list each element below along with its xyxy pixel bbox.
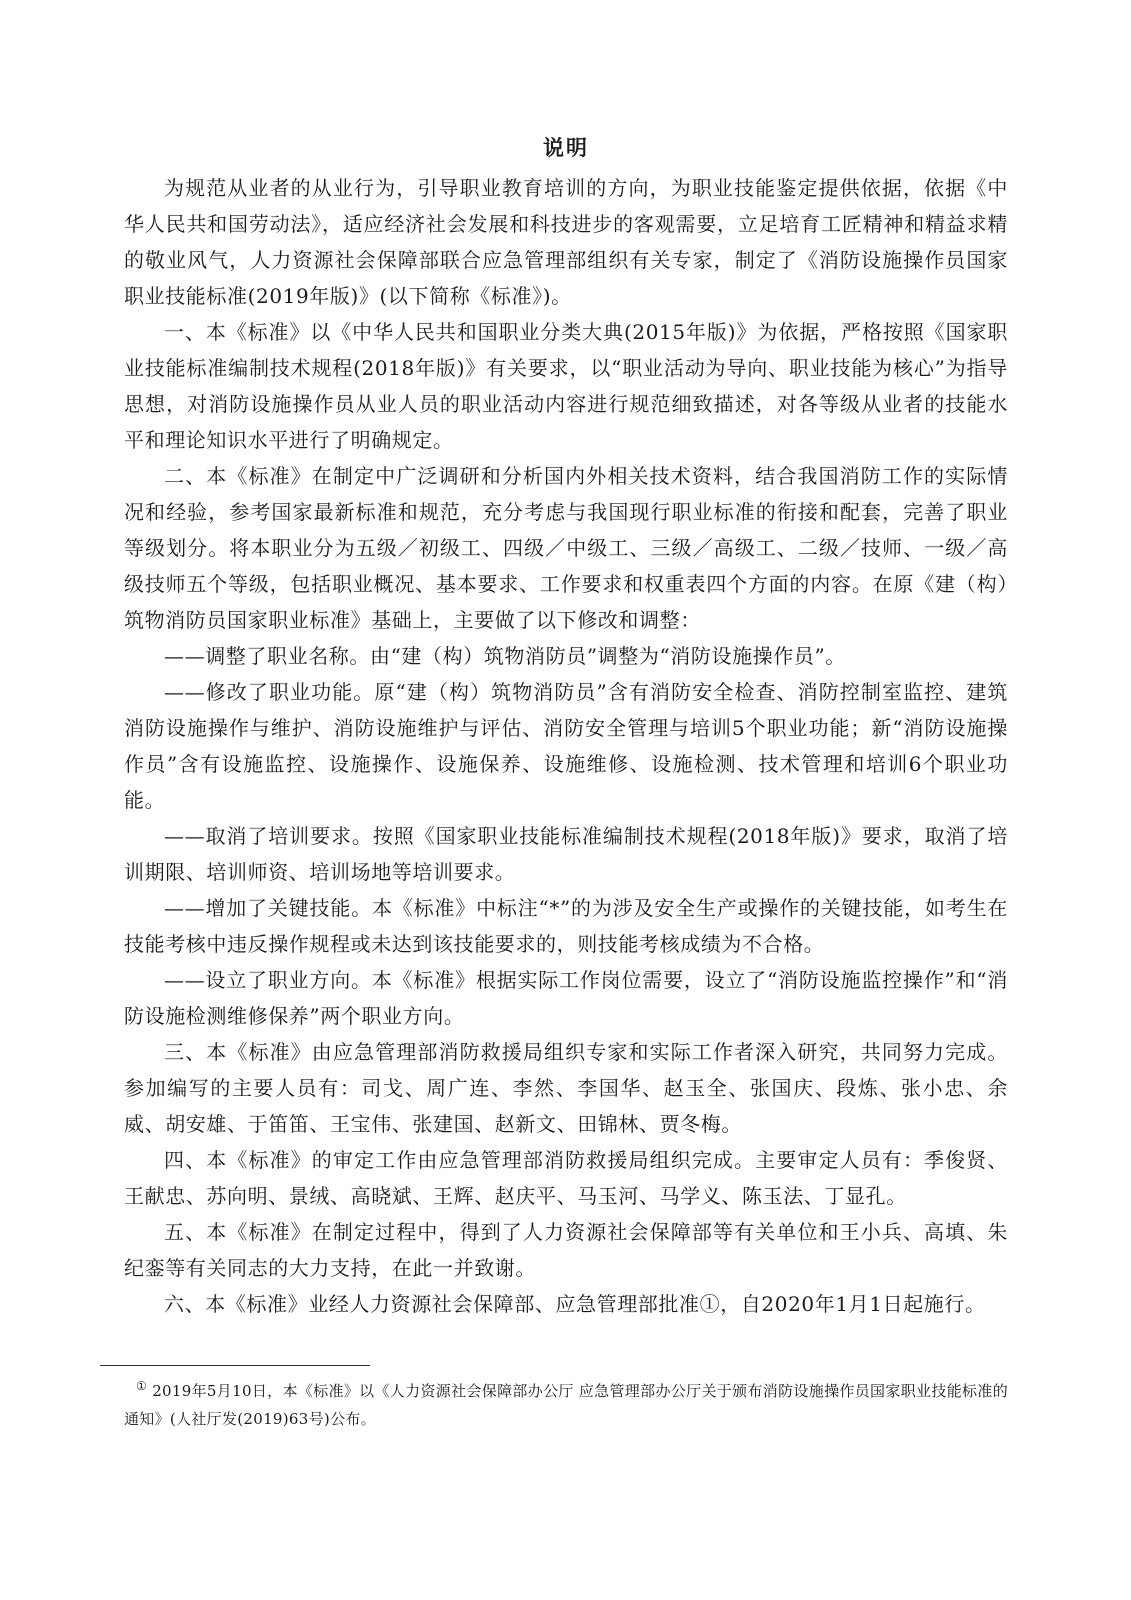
paragraph-text: ，自2020年1月1日起施行。 [720, 1292, 986, 1316]
paragraph: 五、本《标准》在制定过程中，得到了人力资源社会保障部等有关单位和王小兵、高填、朱纪銮等有关同志的大力支持，在此一并致谢。 [124, 1220, 1008, 1280]
paragraph: ——设立了职业方向。本《标准》根据实际工作岗位需要，设立了“消防设施监控操作”和“消防设施检测维修保养”两个职业方向。 [124, 968, 1008, 1028]
footnote-reference-mark: ① [699, 1292, 721, 1316]
footnote-mark: ① [136, 1379, 148, 1393]
paragraph: ——增加了关键技能。本《标准》中标注“*”的为涉及安全生产或操作的关键技能，如考生在技能考核中违反操作规程或未达到该技能要求的，则技能考核成绩为不合格。 [124, 896, 1008, 956]
paragraph: 一、本《标准》以《中华人民共和国职业分类大典(2015年版)》为依据，严格按照《国家职业技能标准编制技术规程(2018年版)》有关要求，以“职业活动为导向、职业技能为核心”为指导思想，对消防设施操作员从业人员的职业活动内容进行规范细致描述，对各等级从业者的技能水平和理论知识水平进行了明确规定。 [124, 320, 1008, 452]
body-paragraphs [124, 170, 1008, 1286]
paragraph-text: 六、本《标准》业经人力资源社会保障部、应急管理部批准 [164, 1292, 700, 1316]
footnote-text: 2019年5月10日，本《标准》以《人力资源社会保障部办公厅 应急管理部办公厅关于颁布消防设施操作员国家职业技能标准的通知》(人社厅发(2019)63号)公布。 [124, 1382, 1008, 1428]
paragraph-effective-date [124, 1286, 1008, 1322]
page-title: 说明 [543, 135, 589, 160]
footnote-divider [100, 1365, 370, 1366]
paragraph: ——修改了职业功能。原“建（构）筑物消防员”含有消防安全检查、消防控制室监控、建筑消防设施操作与维护、消防设施维护与评估、消防安全管理与培训5个职业功能；新“消防设施操作员”含有设施监控、设施操作、设施保养、设施维修、设施检测、技术管理和培训6个职业功能。 [124, 680, 1008, 812]
paragraph: 四、本《标准》的审定工作由应急管理部消防救援局组织完成。主要审定人员有：季俊贤、王献忠、苏向明、景绒、高晓斌、王辉、赵庆平、马玉河、马学义、陈玉法、丁显孔。 [124, 1148, 1008, 1208]
paragraph: 三、本《标准》由应急管理部消防救援局组织专家和实际工作者深入研究，共同努力完成。参加编写的主要人员有：司戈、周广连、李然、李国华、赵玉全、张国庆、段炼、张小忠、余威、胡安雄、于笛笛、王宝伟、张建国、赵新文、田锦林、贾冬梅。 [124, 1040, 1008, 1136]
paragraph: ——取消了培训要求。按照《国家职业技能标准编制技术规程(2018年版)》要求，取消了培训期限、培训师资、培训场地等培训要求。 [124, 824, 1008, 884]
paragraph: 为规范从业者的从业行为，引导职业教育培训的方向，为职业技能鉴定提供依据，依据《中华人民共和国劳动法》，适应经济社会发展和科技进步的客观需要，立足培育工匠精神和精益求精的敬业风气，人力资源社会保障部联合应急管理部组织有关专家，制定了《消防设施操作员国家职业技能标准(2019年版)》(以下简称《标准》)。 [124, 176, 1008, 308]
paragraph: ——调整了职业名称。由“建（构）筑物消防员”调整为“消防设施操作员”。 [164, 644, 846, 668]
document-page [124, 130, 1008, 1322]
paragraph: 二、本《标准》在制定中广泛调研和分析国内外相关技术资料，结合我国消防工作的实际情况和经验，参考国家最新标准和规范，充分考虑与我国现行职业标准的衔接和配套，完善了职业等级划分。将本职业分为五级／初级工、四级／中级工、三级／高级工、二级／技师、一级／高级技师五个等级，包括职业概况、基本要求、工作要求和权重表四个方面的内容。在原《建（构）筑物消防员国家职业标准》基础上，主要做了以下修改和调整： [124, 464, 1008, 632]
footnote [124, 1377, 1008, 1433]
